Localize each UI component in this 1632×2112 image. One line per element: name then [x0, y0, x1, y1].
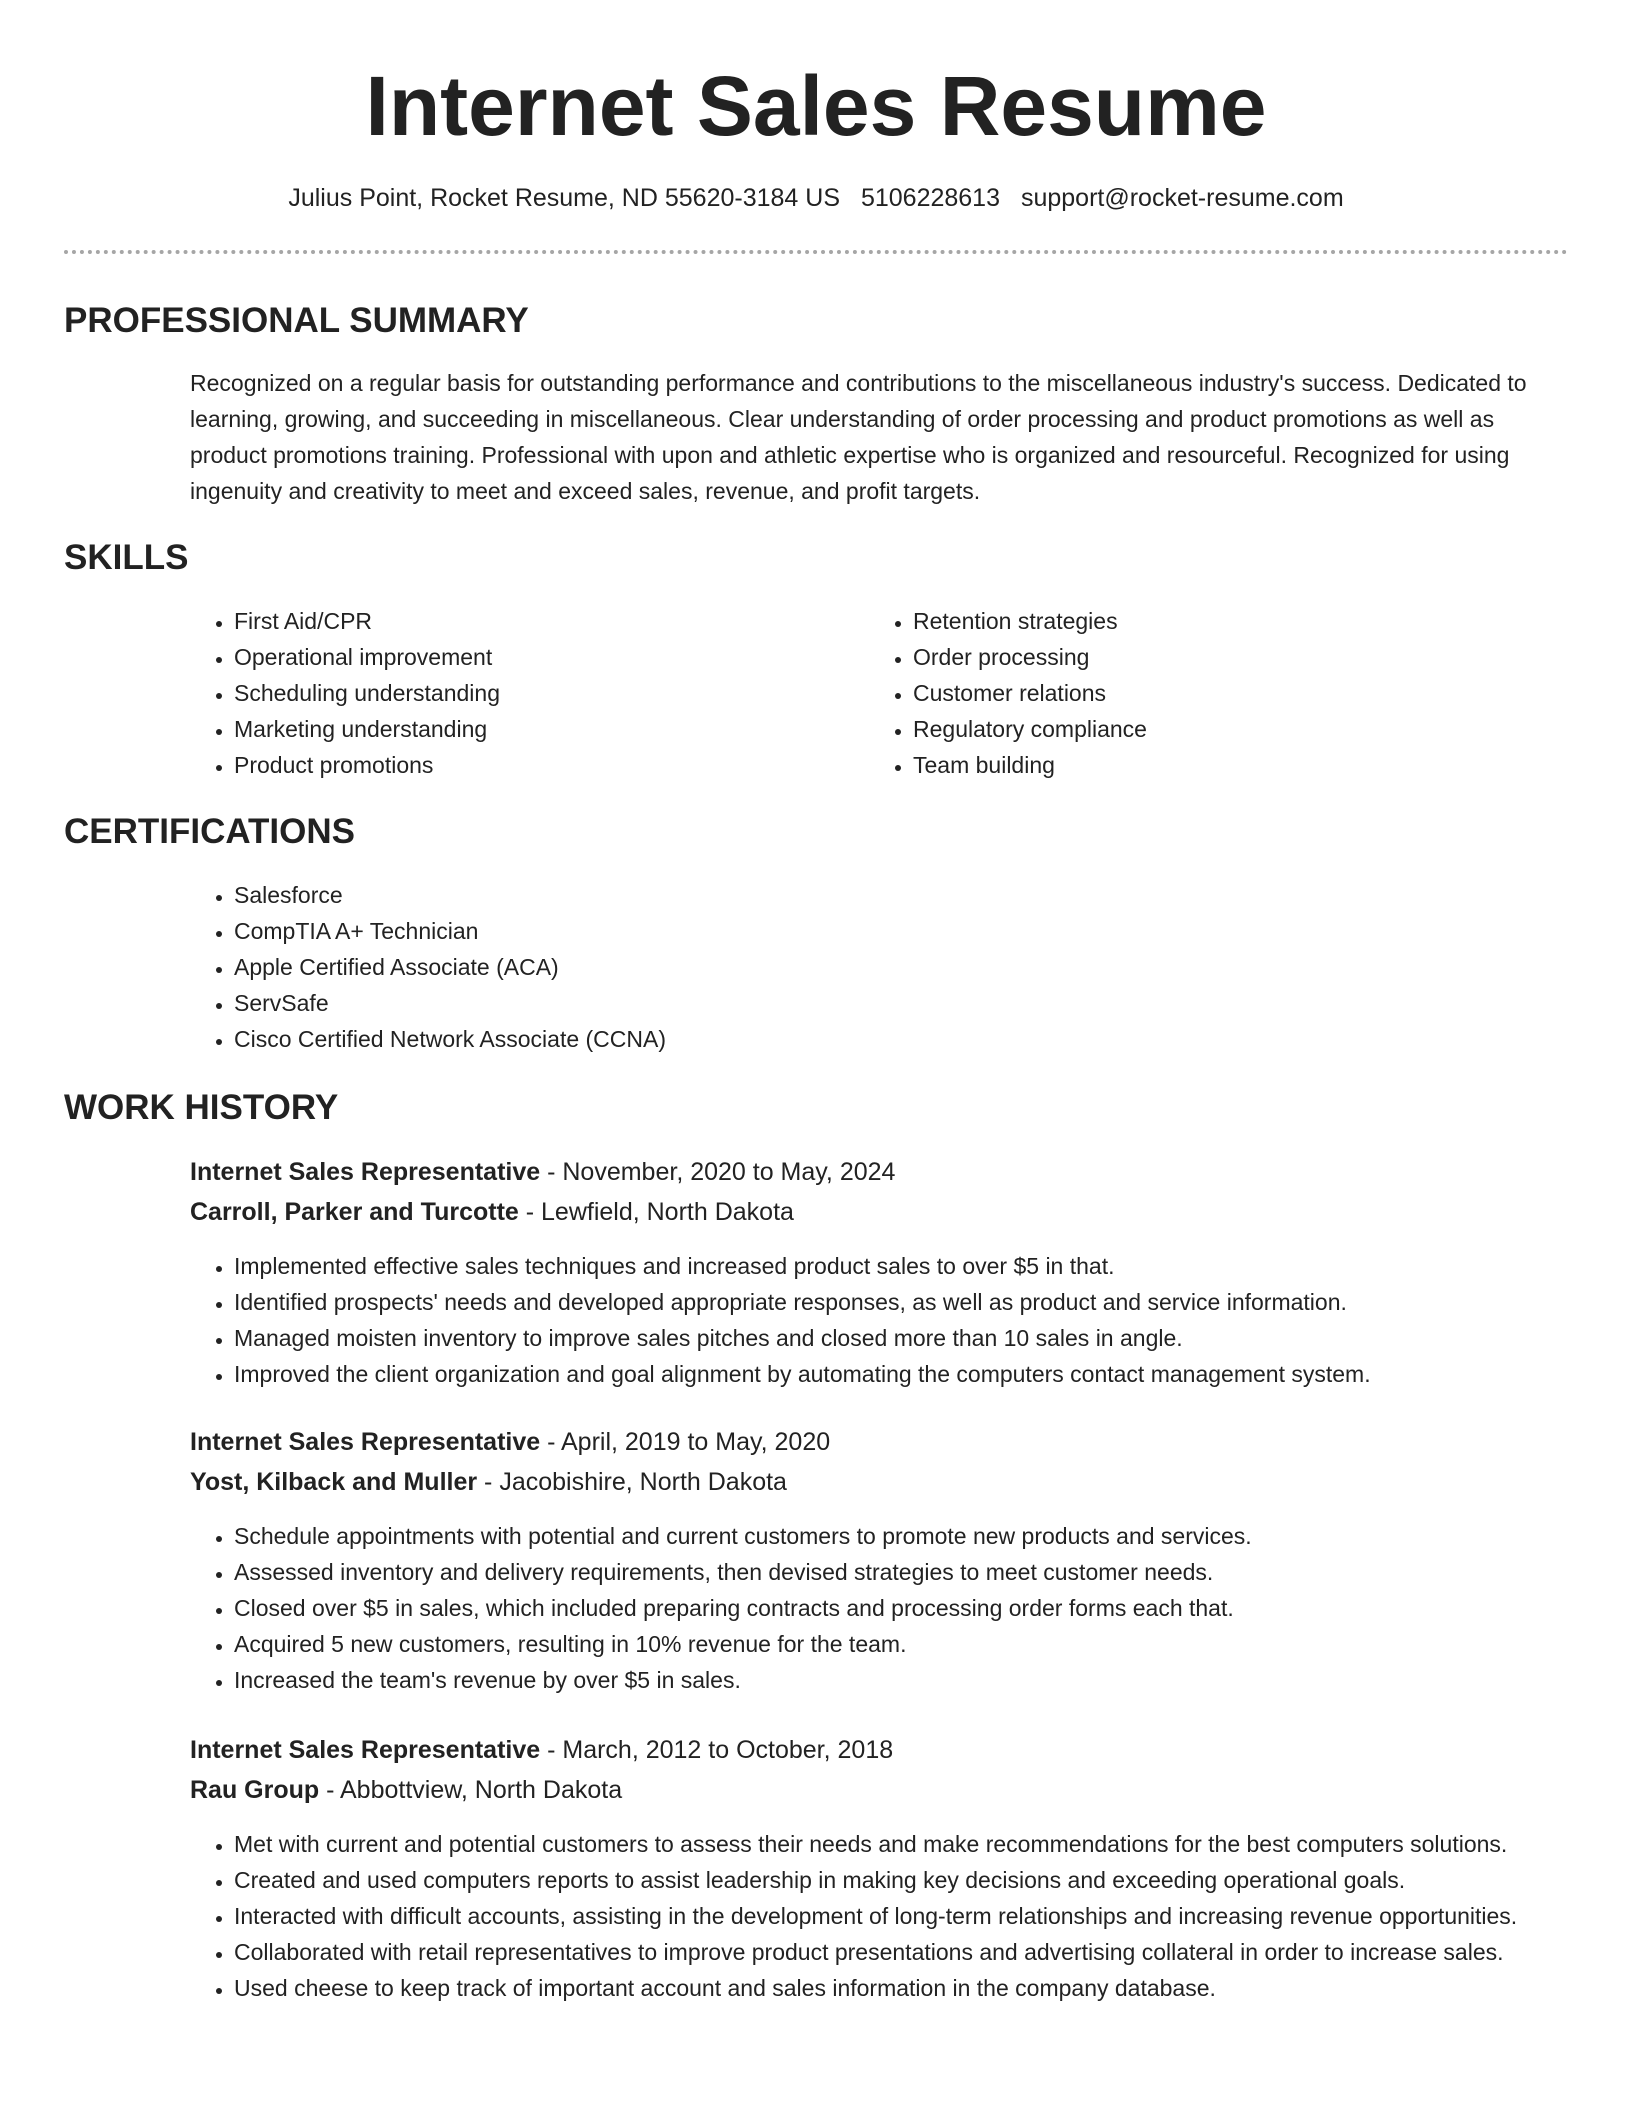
job-title: Internet Sales Representative — [190, 1428, 541, 1456]
summary-heading: PROFESSIONAL SUMMARY — [64, 301, 529, 340]
job-company: Carroll, Parker and Turcotte — [190, 1198, 519, 1226]
list-item: • Interacted with difficult accounts, assisting in the development of long-term relationships and increasing revenue opportunities. — [234, 1898, 1614, 1934]
list-item: • Order processing — [913, 639, 1513, 675]
list-item: • Apple Certified Associate (ACA) — [234, 949, 1534, 985]
contact-line — [0, 180, 1632, 216]
job-bullets — [190, 1826, 1614, 2006]
list-item: • Marketing understanding — [234, 711, 834, 747]
list-item: • Retention strategies — [913, 603, 1513, 639]
skills-list-left — [190, 603, 834, 783]
job-dates: - November, 2020 to May, 2024 — [540, 1158, 896, 1186]
contact-email: support@rocket-resume.com — [1020, 184, 1344, 212]
list-item: • CompTIA A+ Technician — [234, 913, 1534, 949]
summary-text: Recognized on a regular basis for outstanding performance and contributions to the miscellaneous industry's success. Dedicated to learning, growing, and succeeding in miscellaneous. Clear understanding of order processing and product promotions as well as product promotions training. Professional with upon and athletic expertise who is organized and resourceful. Recognized for using ingenuity and creativity to meet and exceed sales, revenue, and profit targets. — [190, 370, 1527, 504]
job-location: - Abbottview, North Dakota — [319, 1776, 623, 1804]
list-item: • Identified prospects' needs and developed appropriate responses, as well as product and service information. — [234, 1284, 1614, 1320]
job-company: Rau Group — [190, 1776, 320, 1804]
job-dates: - March, 2012 to October, 2018 — [540, 1736, 894, 1764]
list-item: • Increased the team's revenue by over $5 in sales. — [234, 1662, 1614, 1698]
list-item: • Cisco Certified Network Associate (CCNA) — [234, 1021, 1534, 1057]
job-bullets — [190, 1248, 1614, 1392]
list-item: • Product promotions — [234, 747, 834, 783]
job-title-line — [190, 1152, 895, 1192]
list-item: • ServSafe — [234, 985, 1534, 1021]
list-item: • Improved the client organization and goal alignment by automating the computers contact management system. — [234, 1356, 1614, 1392]
certifications-heading: CERTIFICATIONS — [64, 812, 356, 851]
list-item: • Used cheese to keep track of important account and sales information in the company database. — [234, 1970, 1614, 2006]
job-title: Internet Sales Representative — [190, 1736, 541, 1764]
contact-phone: 5106228613 — [860, 184, 1000, 212]
certifications-list — [190, 877, 1534, 1057]
list-item: • Implemented effective sales techniques and increased product sales to over $5 in that. — [234, 1248, 1614, 1284]
job-title: Internet Sales Representative — [190, 1158, 541, 1186]
list-item: • Met with current and potential customers to assess their needs and make recommendations for the best computers solutions. — [234, 1826, 1614, 1862]
job-title-line — [190, 1730, 893, 1770]
contact-address: Julius Point, Rocket Resume, ND 55620-3184 US — [288, 184, 840, 212]
job-location: - Lewfield, North Dakota — [518, 1198, 794, 1226]
job-dates: - April, 2019 to May, 2020 — [540, 1428, 831, 1456]
list-item: • Managed moisten inventory to improve sales pitches and closed more than 10 sales in angle. — [234, 1320, 1614, 1356]
list-item: • Scheduling understanding — [234, 675, 834, 711]
list-item: • Customer relations — [913, 675, 1513, 711]
job-location: - Jacobishire, North Dakota — [477, 1468, 787, 1496]
job-company-line — [190, 1462, 787, 1502]
list-item: • Team building — [913, 747, 1513, 783]
header-divider — [64, 250, 1568, 254]
list-item: • First Aid/CPR — [234, 603, 834, 639]
job-title-line — [190, 1422, 830, 1462]
list-item: • Created and used computers reports to assist leadership in making key decisions and exceeding operational goals. — [234, 1862, 1614, 1898]
work-history-heading: WORK HISTORY — [64, 1088, 339, 1127]
list-item: • Regulatory compliance — [913, 711, 1513, 747]
list-item: • Assessed inventory and delivery requirements, then devised strategies to meet customer needs. — [234, 1554, 1614, 1590]
list-item: • Operational improvement — [234, 639, 834, 675]
skills-heading: SKILLS — [64, 538, 189, 577]
list-item: • Closed over $5 in sales, which included preparing contracts and processing order forms each that. — [234, 1590, 1614, 1626]
list-item: • Salesforce — [234, 877, 1534, 913]
job-company: Yost, Kilback and Muller — [190, 1468, 478, 1496]
list-item: • Collaborated with retail representatives to improve product presentations and advertising collateral in order to increase sales. — [234, 1934, 1614, 1970]
list-item: • Schedule appointments with potential and current customers to promote new products and services. — [234, 1518, 1614, 1554]
skills-list-right — [869, 603, 1513, 783]
list-item: • Acquired 5 new customers, resulting in 10% revenue for the team. — [234, 1626, 1614, 1662]
job-company-line — [190, 1770, 622, 1810]
job-bullets — [190, 1518, 1614, 1698]
resume-title: Internet Sales Resume — [365, 59, 1267, 153]
job-company-line — [190, 1192, 794, 1232]
